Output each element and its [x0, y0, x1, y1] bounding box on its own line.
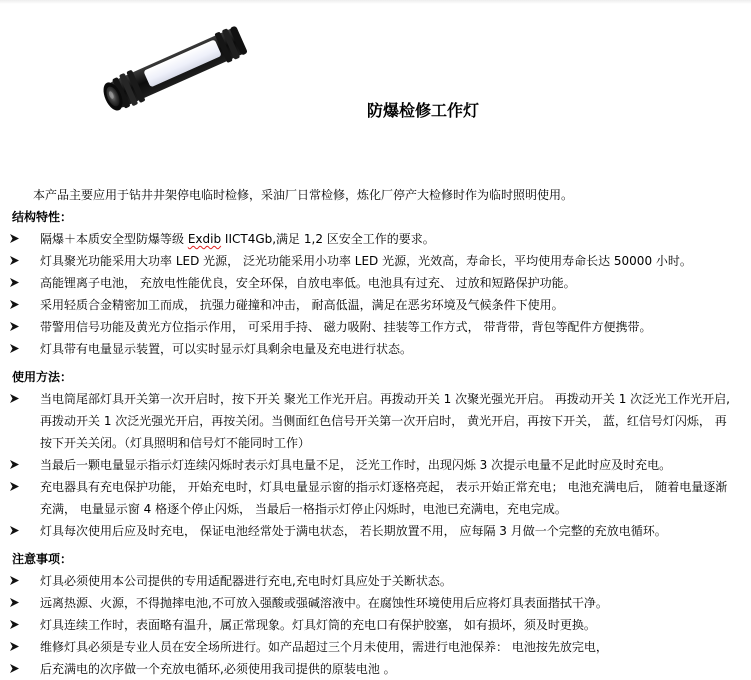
list-item-text: 带警用信号功能及黄光方位指示作用， 可采用手持、 磁力吸附、挂装等工作方式， 带背带，背包等配件方便携带。 [40, 320, 652, 334]
spellcheck-flagged-word[interactable]: Exdib [187, 232, 222, 246]
list-item [0, 250, 751, 272]
list-item [0, 316, 751, 338]
page-title: 防爆检修工作灯 [367, 101, 480, 120]
product-image-flashlight [92, 18, 262, 118]
list-item [0, 228, 751, 250]
list-item-text: 灯具带有电量显示装置，可以实时显示灯具剩余电量及充电进行状态。 [40, 342, 413, 356]
arrow-bullet-icon [10, 278, 19, 287]
list-item [0, 454, 751, 476]
top-edge-shade [0, 0, 751, 4]
list-item [0, 388, 751, 454]
arrow-bullet-icon [10, 664, 19, 673]
list-item-text: 高能锂离子电池， 充放电性能优良，安全环保，自放电率低。电池具有过充、 过放和短路保护功能。 [40, 276, 576, 290]
arrow-bullet-icon [10, 482, 19, 491]
list-item [0, 636, 751, 658]
list-item-text: 远离热源、火源，不得抛摔电池,不可放入强酸或强碱溶液中。在腐蚀性环境使用后应将灯具表面揩拭干净。 [40, 596, 608, 610]
list-item-text: 按下开关关闭。（灯具照明和信号灯不能同时工作） [40, 436, 311, 450]
list-item [0, 294, 751, 316]
list-item-text: 再拨动开关 1 次泛光强光开启，再按关闭。当侧面红色信号开关第一次开启时， 黄光开启，再按下开关， 蓝，红信号灯闪烁， 再 [40, 414, 727, 428]
list-item [0, 592, 751, 614]
arrow-bullet-icon [10, 620, 19, 629]
list-item-text: 当电筒尾部灯具开关第一次开启时，按下开关 聚光工作光开启。再拨动开关 1 次聚光强光开启。 再拨动开关 1 次泛光工作光开启, [40, 392, 730, 406]
list-item [0, 272, 751, 294]
list-item [0, 614, 751, 636]
list-item-text [40, 228, 741, 250]
list-item-text: 维修灯具必须是专业人员在安全场所进行。如产品超过三个月未使用，需进行电池保养： 电池按先放完电， [40, 640, 608, 654]
arrow-bullet-icon [10, 642, 19, 651]
arrow-bullet-icon [10, 322, 19, 331]
arrow-bullet-icon [10, 300, 19, 309]
list-item [0, 520, 751, 542]
arrow-bullet-icon [10, 394, 19, 403]
list-item [0, 338, 751, 360]
list-item-text: 灯具必须使用本公司提供的专用适配器进行充电,充电时灯具应处于关断状态。 [40, 574, 452, 588]
list-item-text: 充满， 电量显示窗 4 格逐个停止闪烁， 当最后一格指示灯停止闪烁时，电池已充满电，充电完成。 [40, 502, 567, 516]
arrow-bullet-icon [10, 576, 19, 585]
arrow-bullet-icon [10, 256, 19, 265]
list-item [0, 570, 751, 592]
arrow-bullet-icon [10, 234, 19, 243]
list-item-text: 后充满电的次序做一个充放电循环,必须使用我司提供的原装电池 。 [40, 662, 396, 676]
section-heading-precautions: 注意事项： [12, 552, 73, 566]
list-item-text: 采用轻质合金精密加工而成， 抗强力碰撞和冲击， 耐高低温，满足在恶劣环境及气候条件下使用。 [40, 298, 564, 312]
list-item-text: 充电器具有充电保护功能， 开始充电时，灯具电量显示窗的指示灯逐格亮起， 表示开始正常充电； 电池充满电后， 随着电量逐渐 [40, 480, 728, 494]
list-item-text: 当最后一颗电量显示指示灯连续闪烁时表示灯具电量不足， 泛光工作时，出现闪烁 3 次提示电量不足此时应及时充电。 [40, 458, 672, 472]
list-item-text-pre: 隔爆＋本质安全型防爆等级 [40, 232, 188, 246]
list-item-text-post: IICT4Gb,满足 1,2 区安全工作的要求。 [221, 232, 435, 246]
list-item [0, 476, 751, 520]
list-item-text: 灯具聚光功能采用大功率 LED 光源， 泛光功能采用小功率 LED 光源，光效高，寿命长，平均使用寿命长达 50000 小时。 [40, 254, 692, 268]
arrow-bullet-icon [10, 344, 19, 353]
list-item [0, 658, 751, 680]
arrow-bullet-icon [10, 526, 19, 535]
document-body [0, 184, 751, 680]
list-item-text: 灯具连续工作时，表面略有温升，属正常现象。灯具灯筒的充电口有保护胶塞， 如有损坏，须及时更换。 [40, 618, 596, 632]
intro-paragraph: 本产品主要应用于钻井井架停电临时检修，采油厂日常检修，炼化厂停产大检修时作为临时照明使用。 [33, 188, 574, 202]
arrow-bullet-icon [10, 460, 19, 469]
section-heading-usage: 使用方法： [12, 370, 73, 384]
list-item-text: 灯具每次使用后应及时充电， 保证电池经常处于满电状态， 若长期放置不用， 应每隔 3 月做一个完整的充放电循环。 [40, 524, 667, 538]
flashlight-icon [92, 18, 262, 118]
section-heading-structure: 结构特性： [12, 210, 73, 224]
arrow-bullet-icon [10, 598, 19, 607]
